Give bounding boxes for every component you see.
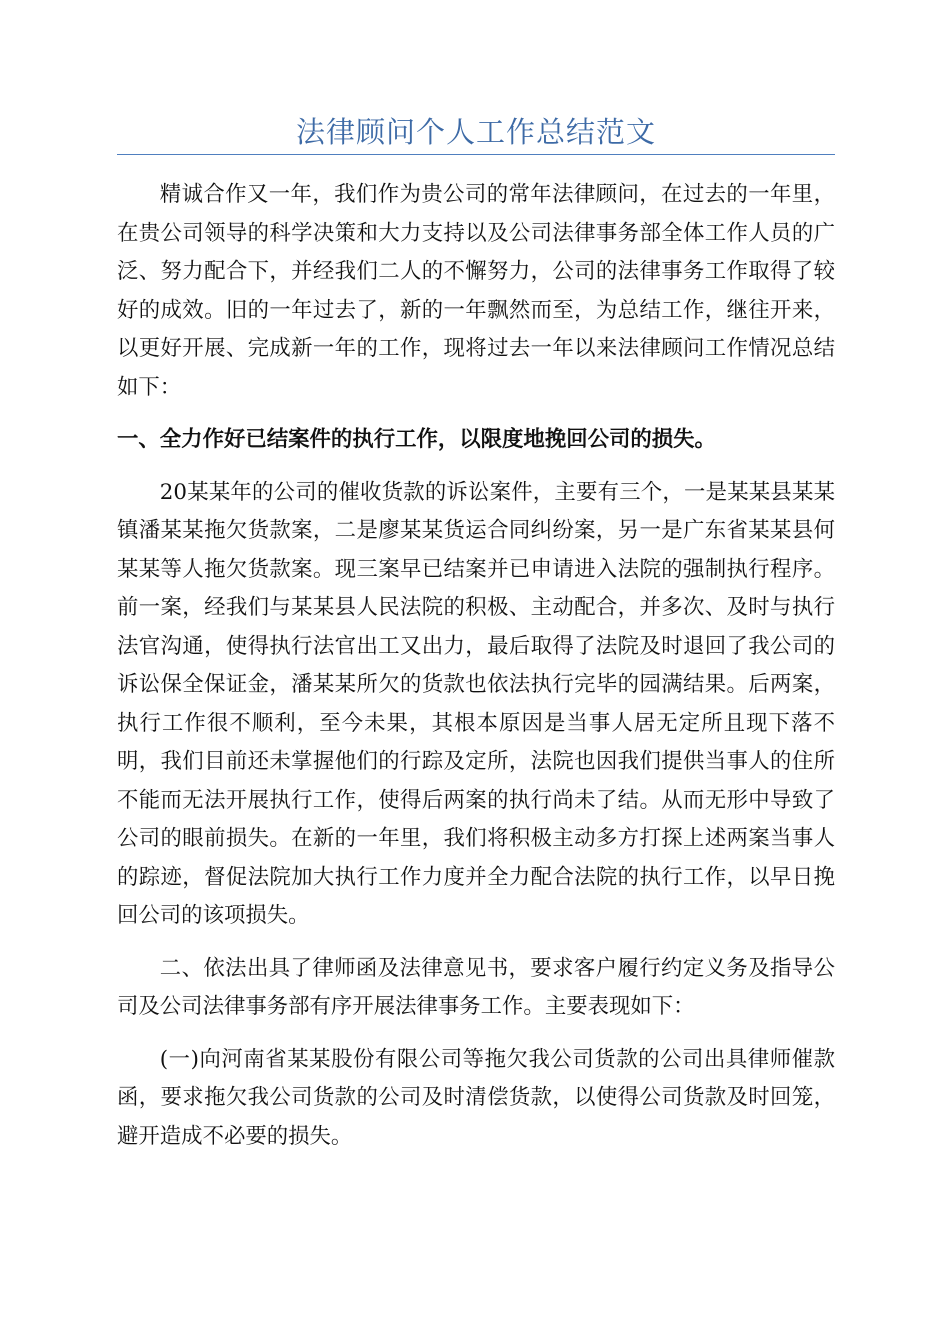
title-underline [117,154,835,155]
intro-paragraph: 精诚合作又一年，我们作为贵公司的常年法律顾问，在过去的一年里，在贵公司领导的科学决策和大力支持以及公司法律事务部全体工作人员的广泛、努力配合下，并经我们二人的不懈努力，公司的法律事务工作取得了较好的成效。旧的一年过去了，新的一年飘然而至，为总结工作，继往开来，以更好开展、完成新一年的工作，现将过去一年以来法律顾问工作情况总结如下： [117,182,835,400]
paragraph-gap [117,936,835,950]
section-heading-2: 二、依法出具了律师函及法律意见书，要求客户履行约定义务及指导公司及公司法律事务部有序开展法律事务工作。主要表现如下： [117,955,835,1019]
section-1-paragraph: 20某某年的公司的催收货款的诉讼案件，主要有三个，一是某某县某某镇潘某某拖欠货款案，二是廖某某货运合同纠纷案，另一是广东省某某县何某某等人拖欠货款案。现三案早已结案并已申请进入法院的强制执行程序。前一案，经我们与某某县人民法院的积极、主动配合，并多次、及时与执行法官沟通，使得执行法官出工又出力，最后取得了法院及时退回了我公司的诉讼保全保证金，潘某某所欠的货款也依法执行完毕的园满结果。后两案，执行工作很不顺利，至今未果，其根本原因是当事人居无定所且现下落不明，我们目前还未掌握他们的行踪及定所，法院也因我们提供当事人的住所不能而无法开展执行工作，使得后两案的执行尚未了结。从而无形中导致了公司的眼前损失。在新的一年里，我们将积极主动多方打探上述两案当事人的踪迹，督促法院加大执行工作力度并全力配合法院的执行工作，以早日挽回公司的该项损失。 [117,479,835,928]
subsection-1-paragraph: (一)向河南省某某股份有限公司等拖欠我公司货款的公司出具律师催款函，要求拖欠我公司货款的公司及时清偿货款，以使得公司货款及时回笼，避开造成不必要的损失。 [117,1046,835,1149]
document-title: 法律顾问个人工作总结范文 [295,115,656,149]
paragraph-gap [117,407,835,421]
document-body [117,176,835,1156]
section-heading-1: 一、全力作好已结案件的执行工作，以限度地挽回公司的损失。 [117,427,716,452]
paragraph-gap [117,1027,835,1041]
paragraph-gap [117,460,835,474]
